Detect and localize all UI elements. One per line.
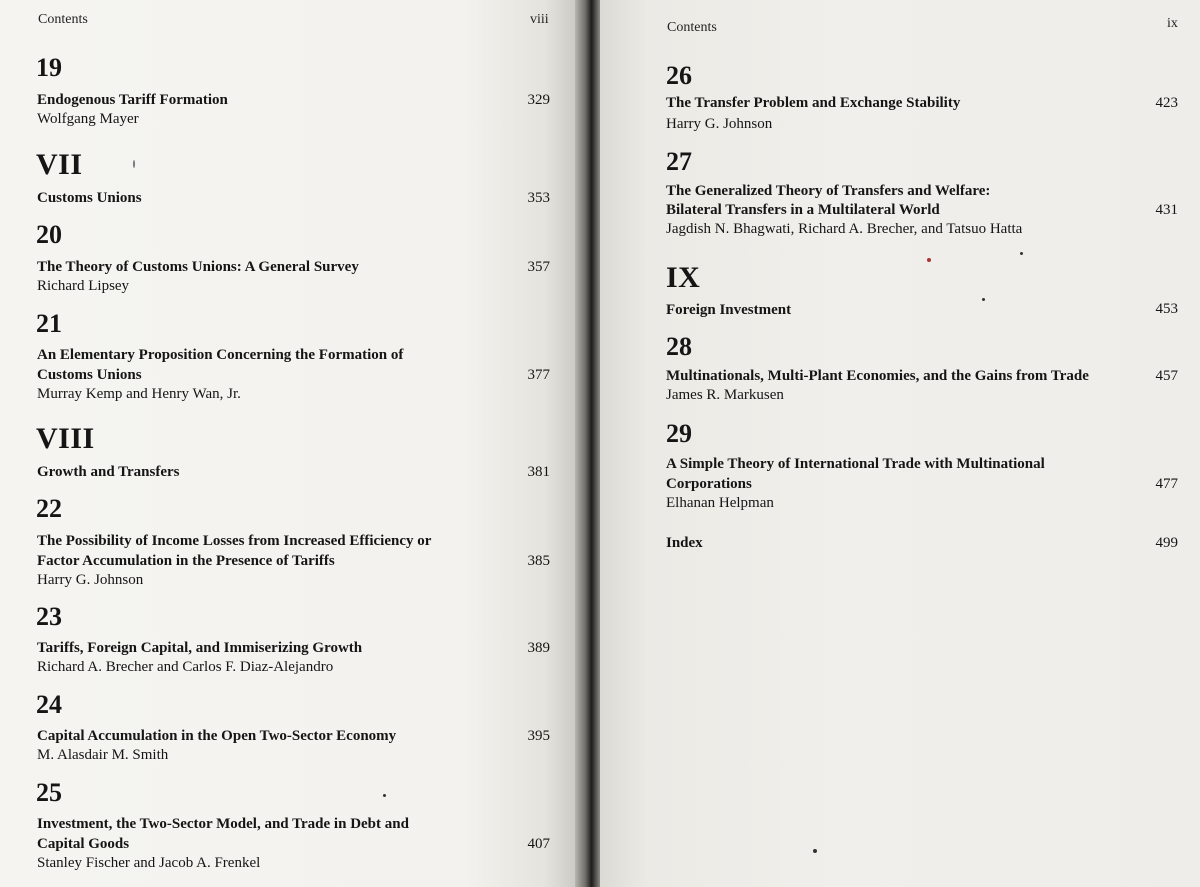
chapter-author: Harry G. Johnson <box>666 116 773 132</box>
paper-speck <box>1020 252 1023 255</box>
page-number: 329 <box>527 92 550 108</box>
page-number: 385 <box>527 553 550 569</box>
chapter-title[interactable]: The Possibility of Income Losses from Increased Efficiency or <box>37 533 432 549</box>
chapter-title-continued[interactable]: Corporations <box>666 476 752 492</box>
page-folio: viii <box>530 12 549 27</box>
chapter-number: 22 <box>36 494 62 523</box>
chapter-author: Wolfgang Mayer <box>37 111 139 127</box>
chapter-number: 24 <box>36 690 62 719</box>
chapter-number: 19 <box>36 53 62 82</box>
chapter-title-continued[interactable]: Customs Unions <box>37 367 142 383</box>
page-number: 381 <box>527 464 550 480</box>
running-head: Contents <box>38 12 88 27</box>
part-title[interactable]: Customs Unions <box>37 190 142 206</box>
chapter-title[interactable]: The Theory of Customs Unions: A General Survey <box>37 259 359 275</box>
chapter-title[interactable]: Tariffs, Foreign Capital, and Immiserizing Growth <box>37 640 363 656</box>
chapter-title-continued[interactable]: Capital Goods <box>37 836 130 852</box>
chapter-title[interactable]: A Simple Theory of International Trade with Multinational <box>666 456 1045 472</box>
part-title[interactable]: Foreign Investment <box>666 302 792 318</box>
chapter-author: Richard Lipsey <box>37 278 130 294</box>
chapter-author: Stanley Fischer and Jacob A. Frenkel <box>37 855 261 871</box>
right-page <box>600 0 1200 887</box>
chapter-author: Murray Kemp and Henry Wan, Jr. <box>37 386 241 402</box>
page-number: 477 <box>1155 476 1178 492</box>
page-number: 377 <box>527 367 550 383</box>
part-numeral: VII <box>36 148 83 181</box>
chapter-number: 28 <box>666 332 692 361</box>
chapter-number: 25 <box>36 778 62 807</box>
running-head: Contents <box>667 20 717 35</box>
chapter-author: M. Alasdair M. Smith <box>37 747 169 763</box>
part-numeral: IX <box>666 261 701 294</box>
part-title[interactable]: Growth and Transfers <box>37 464 180 480</box>
chapter-title-continued[interactable]: Factor Accumulation in the Presence of Tariffs <box>37 553 335 569</box>
chapter-number: 27 <box>666 147 692 176</box>
paper-speck <box>133 160 135 168</box>
chapter-number: 29 <box>666 419 692 448</box>
index-entry[interactable]: Index <box>666 535 703 551</box>
chapter-author: Elhanan Helpman <box>666 495 774 511</box>
paper-speck <box>813 849 817 853</box>
chapter-number: 20 <box>36 220 62 249</box>
page-number: 423 <box>1155 95 1178 111</box>
page-number: 431 <box>1155 202 1178 218</box>
page-number: 395 <box>527 728 550 744</box>
chapter-number: 23 <box>36 602 62 631</box>
chapter-author: Richard A. Brecher and Carlos F. Diaz-Alejandro <box>37 659 334 675</box>
chapter-title[interactable]: Capital Accumulation in the Open Two-Sector Economy <box>37 728 397 744</box>
paper-speck <box>383 794 386 797</box>
part-numeral: VIII <box>36 422 95 455</box>
chapter-author: Jagdish N. Bhagwati, Richard A. Brecher, and Tatsuo Hatta <box>666 221 1023 237</box>
chapter-title[interactable]: The Generalized Theory of Transfers and Welfare: <box>666 183 991 199</box>
page-number: 457 <box>1155 368 1178 384</box>
chapter-number: 26 <box>666 61 692 90</box>
chapter-title-continued[interactable]: Bilateral Transfers in a Multilateral World <box>666 202 940 218</box>
chapter-title[interactable]: Endogenous Tariff Formation <box>37 92 228 108</box>
page-number: 499 <box>1155 535 1178 551</box>
chapter-title[interactable]: The Transfer Problem and Exchange Stability <box>666 95 961 111</box>
page-number: 389 <box>527 640 550 656</box>
chapter-number: 21 <box>36 309 62 338</box>
paper-speck <box>982 298 985 301</box>
chapter-title[interactable]: Multinationals, Multi-Plant Economies, and the Gains from Trade <box>666 368 1089 384</box>
page-folio: ix <box>1167 16 1178 31</box>
left-page <box>0 0 580 887</box>
page-number: 453 <box>1155 301 1178 317</box>
paper-speck <box>927 258 931 262</box>
chapter-author: Harry G. Johnson <box>37 572 144 588</box>
chapter-title[interactable]: Investment, the Two-Sector Model, and Trade in Debt and <box>37 816 409 832</box>
chapter-author: James R. Markusen <box>666 387 784 403</box>
chapter-title[interactable]: An Elementary Proposition Concerning the Formation of <box>37 347 404 363</box>
page-number: 353 <box>527 190 550 206</box>
page-number: 357 <box>527 259 550 275</box>
page-number: 407 <box>527 836 550 852</box>
